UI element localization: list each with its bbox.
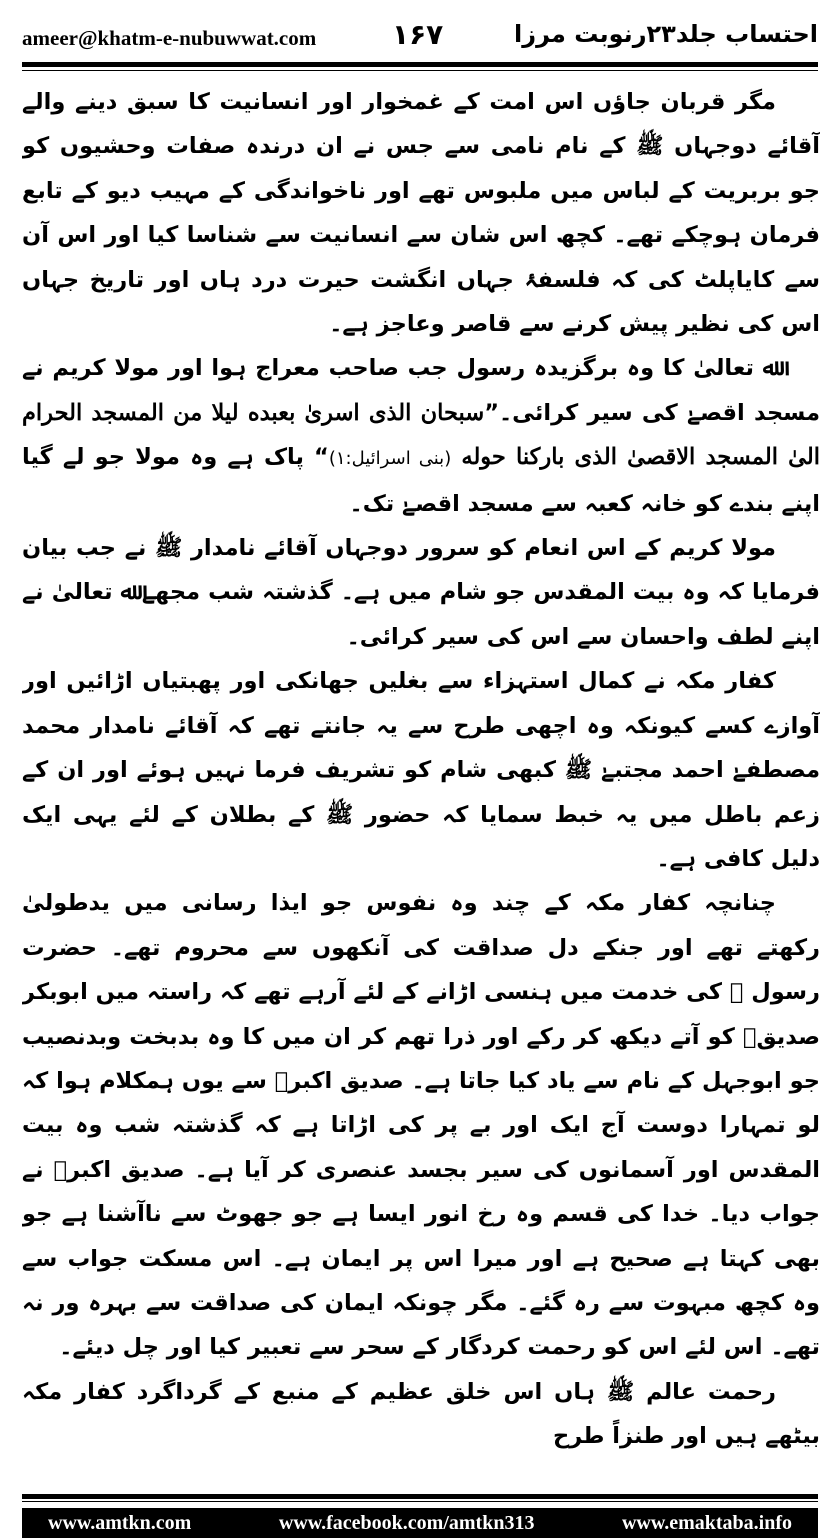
verse-reference: (بنی اسرائیل:۱) (328, 448, 452, 470)
header-email: ameer@khatm-e-nubuwwat.com (22, 26, 317, 50)
paragraph (22, 346, 820, 526)
paragraph-text: “ پاک ہے وہ مولا جو لے گیا اپنے بندے کو خانہ کعبہ سے مسجد اقصےٰ تک۔ (22, 444, 820, 517)
page-body (22, 80, 820, 1480)
paragraph: رحمت عالم ﷺ ہاں اس خلق عظیم کے منبع کے گرداگرد کفار مکہ بیٹھے ہیں اور طنزاً طرح (22, 1378, 820, 1450)
footer-rule (22, 1494, 818, 1499)
footer-rule-thin (22, 1501, 818, 1502)
footer-link[interactable]: www.facebook.com/amtkn313 (278, 1511, 535, 1534)
book-title: احتساب جلد۲۳رنوبت مرزا (514, 20, 818, 48)
page-header (22, 18, 818, 58)
paragraph: کفار مکہ نے کمال استہزاء سے بغلیں جھانکی اور پھبتیاں اڑائیں اور آوازے کسے کیونکہ وہ اچھی طرح سے یہ جانتے تھے کہ آقائے نامدار محمد مصطفےٰ احمد مجتبےٰ ﷺ کبھی شام کو تشریف فرما نہیں ہوئے اور ان کے زعم باطل میں یہ خبط سمایا کہ حضور ﷺ کے بطلان کے لئے یہی ایک دلیل کافی ہے۔ (22, 668, 820, 872)
paragraph: چنانچہ کفار مکہ کے چند وہ نفوس جو ایذا رسانی میں یدطولیٰ رکھتے تھے اور جنکے دل صداقت کی آنکھوں سے محروم تھے۔ حضرت رسول ﷺ کی خدمت میں ہنسی اڑانے کے لئے آرہے تھے کہ راستہ میں ابوبکر صدیقؓ کو آتے دیکھ کر رکے اور ذرا تھم کر ان میں کا وہ بدبخت وبدنصیب جو ابوجہل کے نام سے یاد کیا جاتا ہے۔ صدیق اکبرؓ سے یوں ہمکلام ہوا کہ لو تمہارا دوست آج ایک اور بے پر کی اڑاتا ہے کہ گذشتہ شب وہ بیت المقدس اور آسمانوں کی سیر بجسد عنصری کر آیا ہے۔ صدیق اکبرؓ نے جواب دیا۔ خدا کی قسم وہ رخ انور ایسا ہے جو جھوٹ سے ناآشنا ہے جو بھی کہتا ہے صحیح ہے اور میرا اس پر ایمان ہے۔ اس مسکت جواب سے وہ کچھ مبہوت سے رہ گئے۔ مگر چونکہ ایمان کی صداقت سے بہرہ ور نہ تھے۔ اس لئے اس کو رحمت کردگار کے سحر سے تعبیر کیا اور چل دیئے۔ (22, 890, 820, 1361)
page-number: ۱۶۷ (392, 18, 444, 51)
header-rule-thin (22, 70, 818, 71)
paragraph-text: ﷲ تعالیٰ کا وہ برگزیدہ رسول جب صاحب معراج ہوا اور مولا کریم نے مسجد اقصےٰ کی سیر کرائی۔” (22, 355, 820, 426)
paragraph: مولا کریم کے اس انعام کو سرور دوجہاں آقائے نامدار ﷺ نے جب بیان فرمایا کہ وہ بیت المقدس جو شام میں ہے۔ گذشتہ شب مجھے ﷲ تعالیٰ نے اپنے لطف واحسان سے اس کی سیر کرائی۔ (22, 535, 820, 650)
paragraph: مگر قربان جاؤں اس امت کے غمخوار اور انسانیت کا سبق دینے والے آقائے دوجہاں ﷺ کے نام نامی سے جس نے ان درندہ صفات وحشیوں کو جو بربریت کے لباس میں ملبوس تھے اور ناخواندگی کے مہیب دیو کے تابع فرمان ہوچکے تھے۔ کچھ اس شان سے انسانیت سے شناسا کیا اور اس آن سے کایاپلٹ کی کہ فلسفۂ جہاں انگشت حیرت درد ہاں اور تاریخ جہاں اس کی نظیر پیش کرنے سے قاصر وعاجز ہے۔ (22, 89, 820, 338)
header-rule (22, 62, 818, 67)
footer-link[interactable]: www.emaktaba.info (621, 1511, 792, 1534)
footer-link[interactable]: www.amtkn.com (48, 1511, 192, 1534)
page-footer (22, 1508, 818, 1538)
quran-verse: سبحان الذی اسریٰ بعبده لیلا من المسجد الحرام الیٰ المسجد الاقصیٰ الذی بارکنا حوله (22, 399, 820, 471)
